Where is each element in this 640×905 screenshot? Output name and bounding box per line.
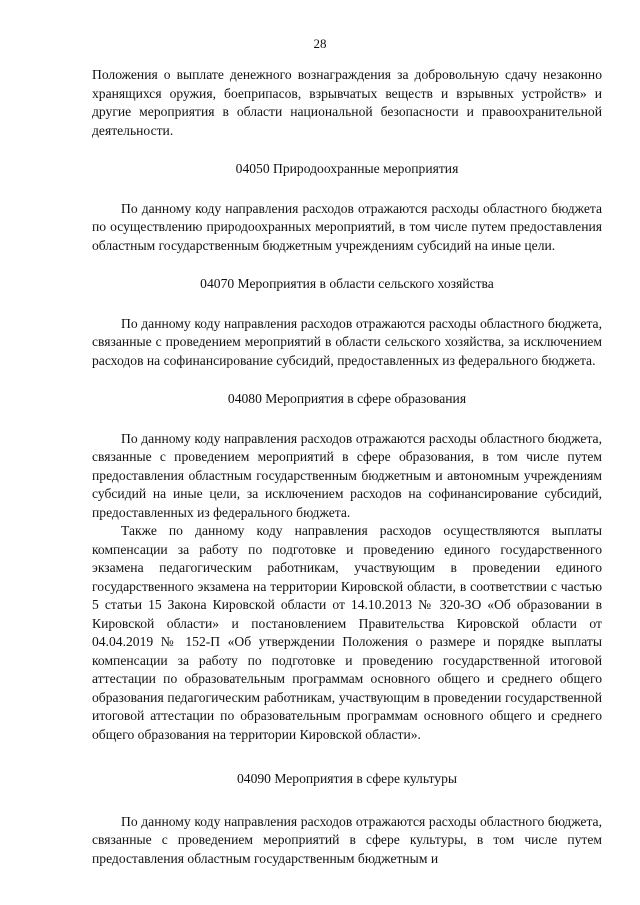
intro-paragraph: Положения о выплате денежного вознаграждения за добровольную сдачу незаконно хранящихся оружия, боеприпасов, взрывчатых веществ и взрывных устройств» и другие мероприятия в области национальной безопасности и правоохранительной деятельности. [92,67,602,138]
section-heading-04080: 04080 Мероприятия в сфере образования [227,391,467,406]
spacer [92,255,602,275]
spacer [92,294,602,315]
section-heading-04070: 04070 Мероприятия в области сельского хозяйства [200,276,494,291]
spacer [92,409,602,430]
section-paragraph-04050: По данному коду направления расходов отражаются расходы областного бюджета по осуществлению природоохранных мероприятий, в том числе путем предоставления областным государственным бюджетным учреждениям субсидий на иные цели. [92,200,602,253]
section-heading-04050: 04050 Природоохранные мероприятия [235,161,459,176]
section-paragraph-04080-1: По данному коду направления расходов отражаются расходы областного бюджета, связанные с проведением мероприятий в сфере образования, в том числе путем предоставления областным государственным бюджетным и автономным учреждениям субсидий на иные цели, за исключением расходов на софинансирование субсидий, предоставленных из федерального бюджета. [92,430,602,520]
spacer [92,140,602,160]
section-heading-04090: 04090 Мероприятия в сфере культуры [236,771,458,786]
spacer [92,789,602,813]
section-paragraph-04070: По данному коду направления расходов отражаются расходы областного бюджета, связанные с проведением мероприятий в области сельского хозяйства, за исключением расходов на софинансирование субсидий, предоставленных из федерального бюджета. [92,315,602,368]
spacer [92,179,602,200]
section-paragraph-04080-2: Также по данному коду направления расходов осуществляются выплаты компенсации за работу по подготовке и проведению единого государственного экзамена педагогическим работникам, участвующим в проведении единого государственного экзамена на территории Кировской области, в соответствии с частью 5 статьи 15 Закона Кировской области от 14.10.2013 № 320-ЗО «Об образовании в Кировской области» и постановлением Правительства Кировской области от 04.04.2019 № 152-П «Об утверждении Положения о размере и порядке выплаты компенсации за работу по подготовке и проведению государственной итоговой аттестации по образовательным программам основного общего и среднего общего образования педагогическим работникам, участвующим в проведении государственной итоговой аттестации по образовательным программам основного общего и среднего общего образования на территории Кировской области». [92,523,602,742]
spacer [92,744,602,770]
spacer [92,370,602,390]
document-body [92,66,602,868]
page-number: 28 [313,36,327,51]
section-paragraph-04090: По данному коду направления расходов отражаются расходы областного бюджета, связанные с проведением мероприятий в сфере культуры, в том числе путем предоставления областным государственным бюджетным и [92,813,602,866]
